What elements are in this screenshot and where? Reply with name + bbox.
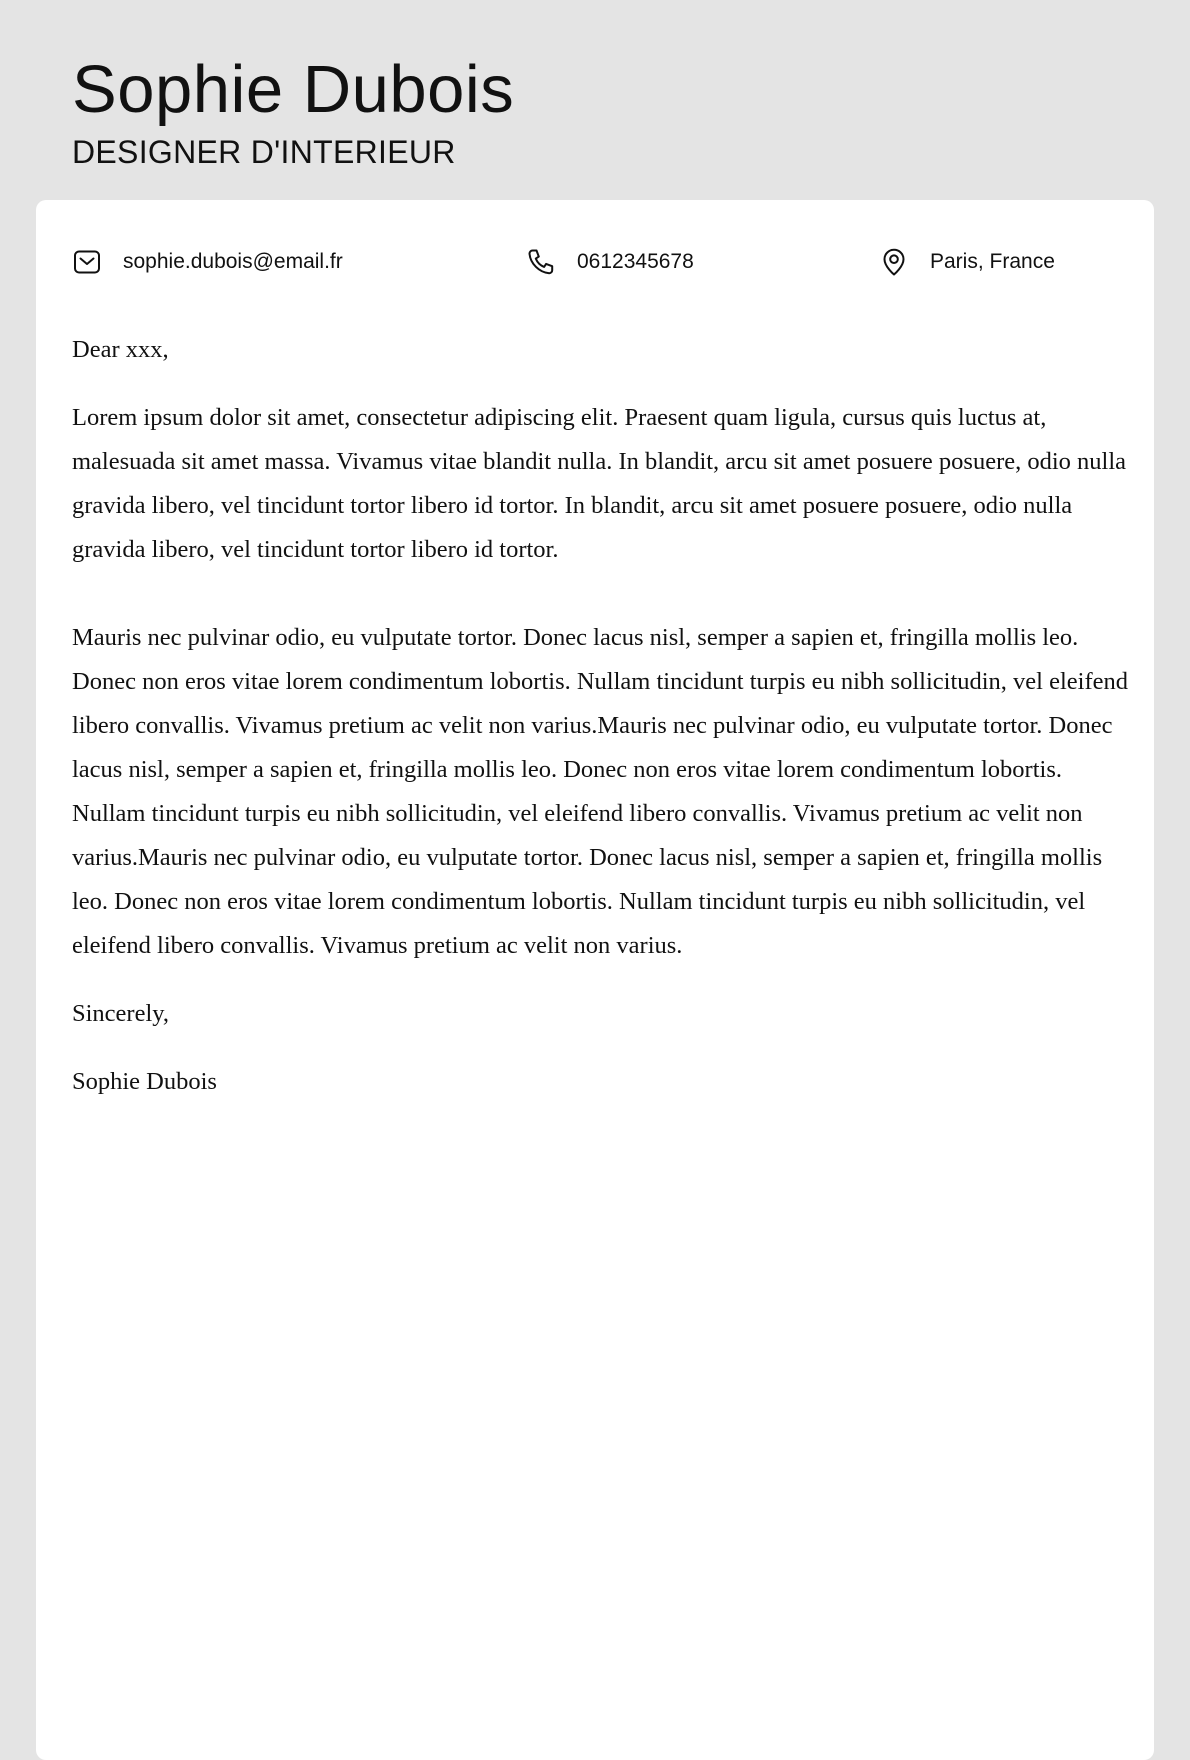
- contact-info-row: [36, 244, 1154, 280]
- letter-signature: Sophie Dubois: [72, 1068, 217, 1095]
- letter-body: [72, 328, 1132, 1104]
- job-title: DESIGNER D'INTERIEUR: [72, 134, 456, 170]
- mail-icon: [72, 247, 102, 277]
- cover-letter-card: [36, 200, 1154, 1760]
- email-text[interactable]: sophie.dubois@email.fr: [123, 250, 343, 273]
- phone-text[interactable]: 0612345678: [577, 250, 694, 273]
- contact-location: [879, 244, 1055, 280]
- contact-email[interactable]: [72, 244, 343, 280]
- letter-closing: Sincerely,: [72, 1000, 170, 1027]
- letter-paragraph-1: Lorem ipsum dolor sit amet, consectetur adipiscing elit. Praesent quam ligula, cursus quis luctus at, malesuada sit amet massa. Vivamus vitae blandit nulla. In blandit, arcu sit amet posuere posuere, odio nulla gravida libero, vel tincidunt tortor libero id tortor. In blandit, arcu sit amet posuere posuere, odio nulla gravida libero, vel tincidunt tortor libero id tortor.: [72, 404, 1127, 563]
- contact-phone[interactable]: [526, 244, 694, 280]
- letter-paragraph-2: Mauris nec pulvinar odio, eu vulputate tortor. Donec lacus nisl, semper a sapien et, fringilla mollis leo. Donec non eros vitae lorem condimentum lobortis. Nullam tincidunt turpis eu nibh sollicitudin, vel eleifend libero convallis. Vivamus pretium ac velit non varius.Mauris nec pulvinar odio, eu vulputate tortor. Donec lacus nisl, semper a sapien et, fringilla mollis leo. Donec non eros vitae lorem condimentum lobortis. Nullam tincidunt turpis eu nibh sollicitudin, vel eleifend libero convallis. Vivamus pretium ac velit non varius.Mauris nec pulvinar odio, eu vulputate tortor. Donec lacus nisl, semper a sapien et, fringilla mollis leo. Donec non eros vitae lorem condimentum lobortis. Nullam tincidunt turpis eu nibh sollicitudin, vel eleifend libero convallis. Vivamus pretium ac velit non varius.: [72, 624, 1129, 959]
- phone-icon: [526, 247, 556, 277]
- map-pin-icon: [879, 247, 909, 277]
- letter-greeting: Dear xxx,: [72, 336, 169, 363]
- location-text: Paris, France: [930, 250, 1055, 273]
- resume-header: [72, 50, 514, 172]
- applicant-name: Sophie Dubois: [72, 52, 515, 127]
